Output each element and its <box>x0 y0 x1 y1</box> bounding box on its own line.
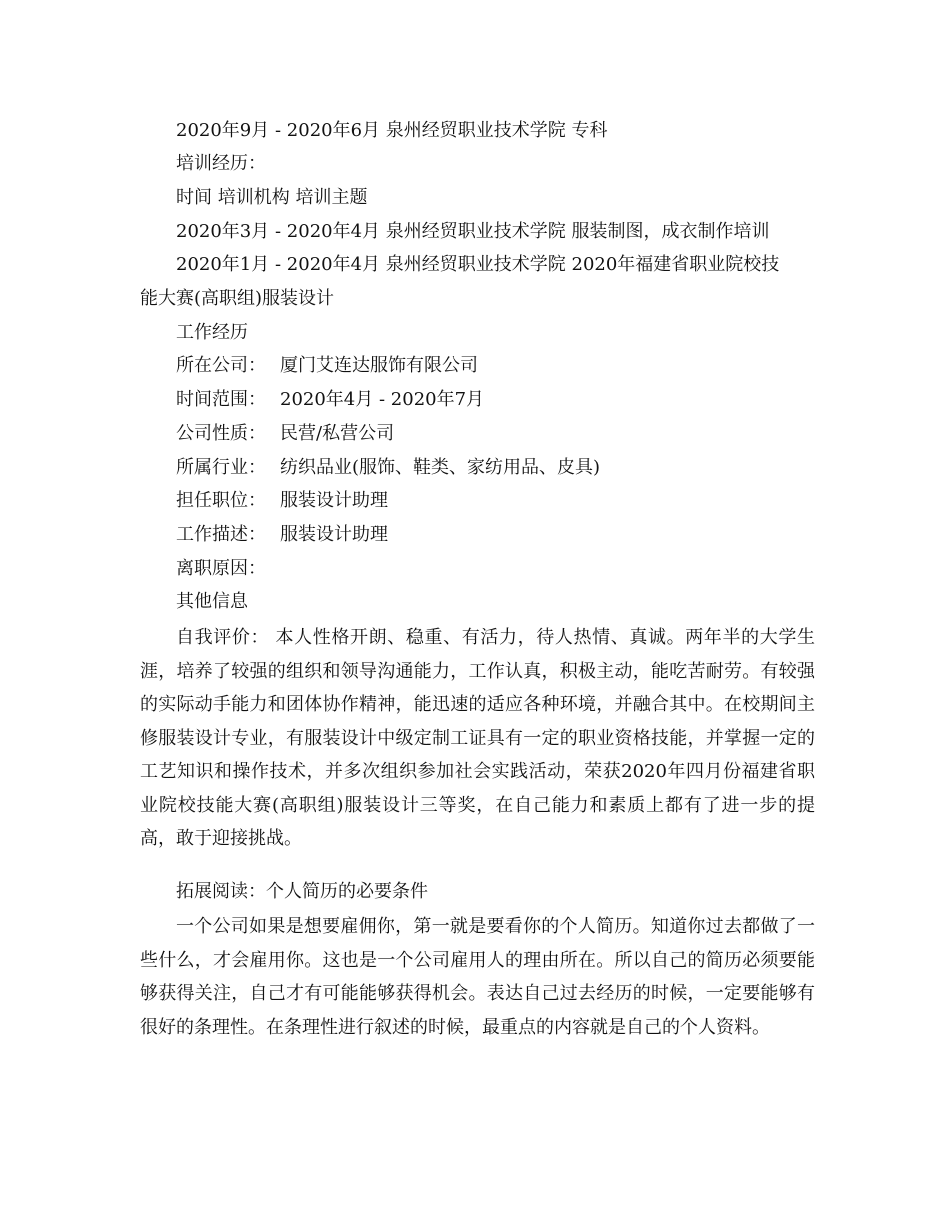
field-value: 民营/私营公司 <box>280 423 395 444</box>
field-value: 服装设计助理 <box>280 490 388 511</box>
training-columns: 时间 培训机构 培训主题 <box>176 187 368 208</box>
work-field-nature <box>176 422 394 446</box>
training-row-2: 2020年1月 - 2020年4月 泉州经贸职业技术学院 2020年福建省职业院校技 <box>176 254 780 275</box>
extended-reading-paragraph: 一个公司如果是想要雇佣你，第一就是要看你的个人简历。知道你过去都做了一些什么，才会雇用你。这也是一个公司雇用人的理由所在。所以自己的简历必须要能够获得关注，自己才有可能能够获得机会。表达自己过去经历的时候，一定要能够有很好的条理性。在条理性进行叙述的时候，最重点的内容就是自己的个人资料。 <box>140 916 815 1038</box>
field-label: 时间范围： <box>176 389 266 410</box>
training-heading: 培训经历： <box>176 153 266 174</box>
field-label: 所属行业： <box>176 457 266 478</box>
field-label: 担任职位： <box>176 490 266 511</box>
field-value: 2020年4月 - 2020年7月 <box>280 389 485 410</box>
field-value: 服装设计助理 <box>280 524 388 545</box>
work-field-position <box>176 489 388 513</box>
work-field-description <box>176 523 388 547</box>
field-value: 厦门艾连达服饰有限公司 <box>280 355 478 376</box>
other-heading: 其他信息 <box>176 591 248 612</box>
self-evaluation-paragraph: 自我评价： 本人性格开朗、稳重、有活力，待人热情、真诚。两年半的大学生涯，培养了较强的组织和领导沟通能力，工作认真，积极主动，能吃苦耐劳。有较强的实际动手能力和团体协作精神，能迅速的适应各种环境，并融合其中。在校期间主修服装设计专业，有服装设计中级定制工证具有一定的职业资格技能，并掌握一定的工艺知识和操作技术，并多次组织参加社会实践活动，荣获2020年四月份福建省职业院校技能大赛(高职组)服装设计三等奖，在自己能力和素质上都有了进一步的提高，敢于迎接挑战。 <box>140 627 815 849</box>
field-label: 公司性质： <box>176 423 266 444</box>
field-label: 离职原因： <box>176 558 266 579</box>
work-field-leave-reason <box>176 557 280 581</box>
field-value: 纺织品业(服饰、鞋类、家纺用品、皮具) <box>280 457 601 478</box>
work-heading: 工作经历 <box>176 322 248 343</box>
training-row-1: 2020年3月 - 2020年4月 泉州经贸职业技术学院 服装制图，成衣制作培训 <box>176 221 770 242</box>
work-field-period <box>176 388 484 412</box>
field-label: 工作描述： <box>176 524 266 545</box>
training-row-2-cont: 能大赛(高职组)服装设计 <box>140 288 335 309</box>
work-field-company <box>176 354 478 378</box>
work-field-industry <box>176 456 600 480</box>
education-row: 2020年9月 - 2020年6月 泉州经贸职业技术学院 专科 <box>176 120 608 141</box>
field-label: 所在公司： <box>176 355 266 376</box>
extended-reading-heading: 拓展阅读：个人简历的必要条件 <box>176 881 428 902</box>
